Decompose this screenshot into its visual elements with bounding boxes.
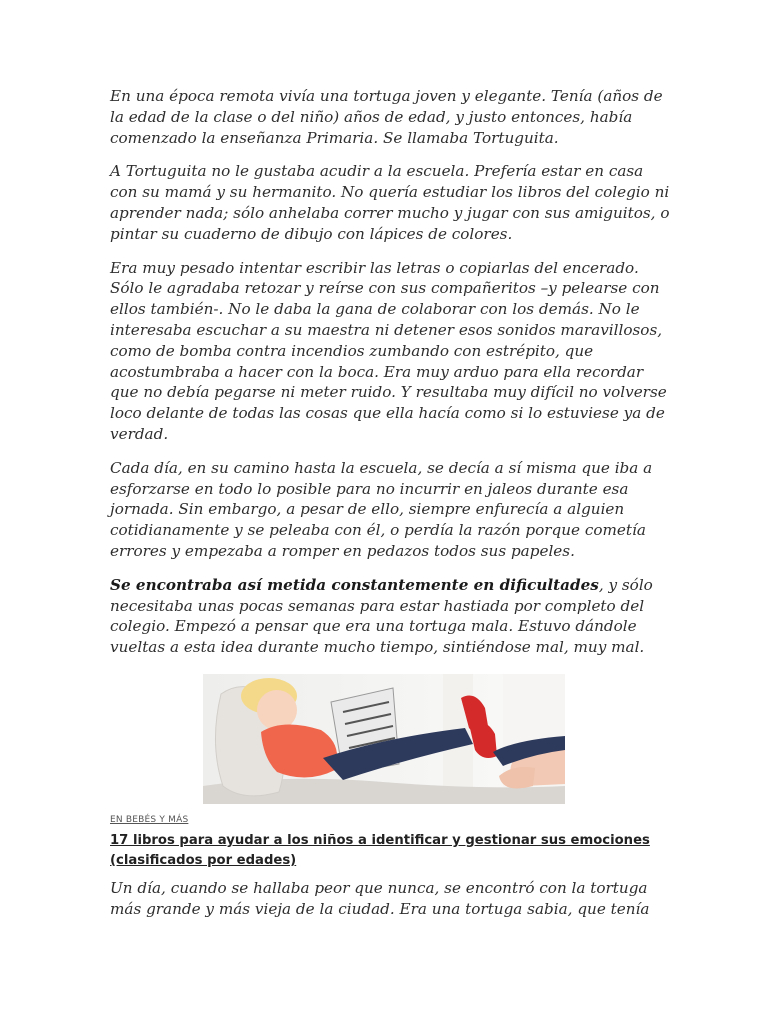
paragraph-6: Un día, cuando se hallaba peor que nunca, se encontró con la tortuga más grande y más vieja de la ciudad. Era una tortuga sabia, que tenía <box>110 878 650 918</box>
child-reading-illustration <box>203 674 565 804</box>
paragraph-2: A Tortuguita no le gustaba acudir a la escuela. Prefería estar en casa con su mamá y su hermanito. No quería estudiar los libros del colegio ni aprender nada; sólo anhelaba correr mucho y jugar con sus amiguitos, o pintar su cuaderno de dibujo con lápices de colores. <box>110 162 670 243</box>
paragraph-5 <box>110 575 670 658</box>
related-section-link[interactable]: EN BEBÉS Y MÁS <box>110 814 189 825</box>
paragraph-4: Cada día, en su camino hasta la escuela, se decía a sí misma que iba a esforzarse en todo lo posible para no incurrir en jaleos durante esa jornada. Sin embargo, a pesar de ello, siempre enfurecía a alguien cotidianamente y se peleaba con él, o perdía la razón porque cometía errores y empezaba a romper en pedazos todos sus papeles. <box>110 458 653 560</box>
paragraph-5-rest: , y sólo necesitaba unas pocas semanas para estar hastiada por completo del colegio. Empezó a pensar que era una tortuga mala. Estuvo dándole vueltas a esta idea durante mucho tiempo, sintiéndose mal, muy mal. <box>110 575 653 657</box>
paragraph-3: Era muy pesado intentar escribir las letras o copiarlas del encerado. Sólo le agradaba retozar y reírse con sus compañeritos –y pelearse con ellos también-. No le daba la gana de colaborar con los demás. No le interesaba escuchar a su maestra ni detener esos sonidos maravillosos, como de bomba contra incendios zumbando con estrépito, que acostumbraba a hacer con la boca. Era muy arduo para ella recordar que no debía pegarse ni meter ruido. Y resultaba muy difícil no volverse loco delante de todas las cosas que ella hacía como si lo estuviese ya de verdad. <box>110 258 667 443</box>
paragraph-1: En una época remota vivía una tortuga joven y elegante. Tenía (años de la edad de la clase o del niño) años de edad, y justo entonces, había comenzado la enseñanza Primaria. Se llamaba Tortuguita. <box>110 87 663 147</box>
bold-lead-text: Se encontraba así metida constantemente en dificultades <box>110 575 599 594</box>
document-page <box>110 86 670 920</box>
related-article-link[interactable]: 17 libros para ayudar a los niños a identificar y gestionar sus emociones (clasificados por edades) <box>110 832 650 868</box>
child-reading-photo[interactable] <box>203 674 565 804</box>
